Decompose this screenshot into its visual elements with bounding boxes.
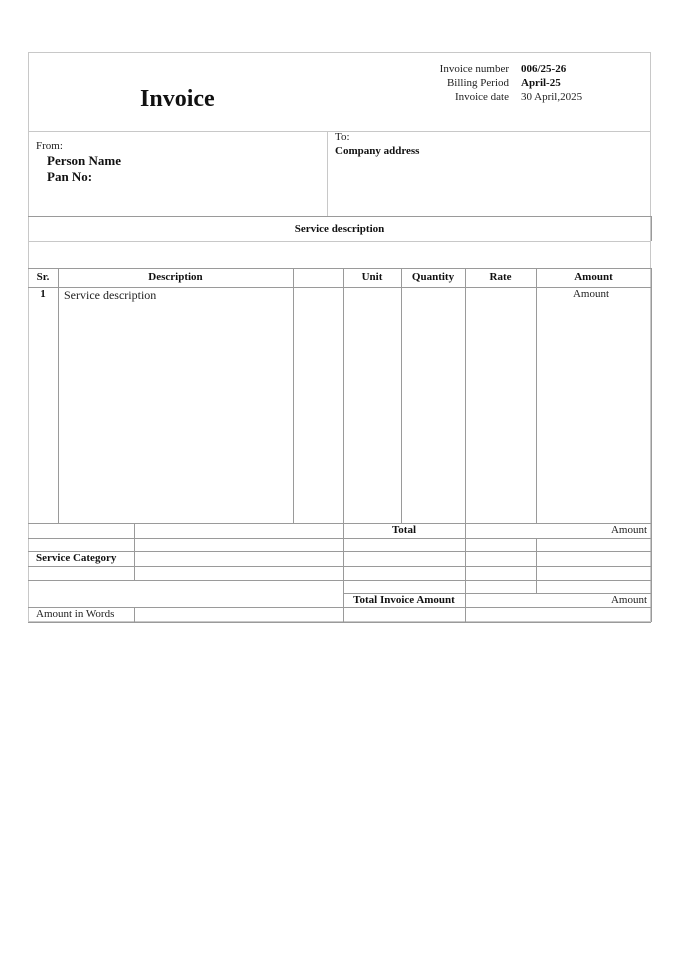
total-value: Amount [610, 524, 647, 536]
meta-value-billing-period: April-25 [521, 77, 561, 89]
divider [28, 566, 651, 567]
divider [327, 131, 328, 216]
divider [28, 241, 651, 242]
cell-amount: Amount [572, 288, 610, 300]
section-title: Service description [294, 223, 385, 235]
divider [28, 622, 651, 623]
divider [536, 268, 537, 523]
divider [28, 607, 651, 608]
divider [28, 551, 651, 552]
divider [651, 268, 652, 622]
divider [28, 216, 651, 217]
divider [293, 268, 294, 523]
total-invoice-label: Total Invoice Amount [353, 594, 455, 606]
header-description: Description [148, 271, 203, 283]
divider [134, 607, 135, 622]
header-rate: Rate [489, 271, 512, 283]
from-name: Person Name [47, 153, 122, 168]
header-quantity: Quantity [411, 271, 455, 283]
header-amount: Amount [574, 271, 613, 283]
meta-value-invoice-date: 30 April,2025 [521, 91, 583, 103]
cell-sr: 1 [40, 288, 46, 300]
divider [28, 538, 651, 539]
amount-words-label: Amount in Words [36, 608, 115, 620]
divider [401, 268, 402, 523]
meta-label-billing-period: Billing Period [446, 77, 509, 89]
service-category-label: Service Category [36, 552, 117, 564]
divider [536, 538, 537, 593]
invoice-title: Invoice [140, 86, 215, 112]
total-invoice-value: Amount [610, 594, 647, 606]
divider [28, 580, 651, 581]
from-label: From: [36, 140, 63, 152]
header-sr: Sr. [36, 271, 50, 283]
divider [58, 268, 59, 523]
cell-description: Service description [64, 288, 157, 302]
from-pan: Pan No: [47, 169, 93, 184]
divider [134, 523, 135, 580]
meta-value-invoice-number: 006/25-26 [521, 63, 567, 75]
meta-label-invoice-number: Invoice number [439, 63, 509, 75]
header-unit: Unit [361, 271, 383, 283]
meta-label-invoice-date: Invoice date [454, 91, 509, 103]
to-label: To: [335, 131, 350, 143]
total-label: Total [391, 524, 417, 536]
to-address: Company address [335, 145, 420, 157]
divider [343, 268, 344, 622]
divider [651, 216, 652, 241]
divider [465, 268, 466, 622]
divider [28, 268, 651, 269]
